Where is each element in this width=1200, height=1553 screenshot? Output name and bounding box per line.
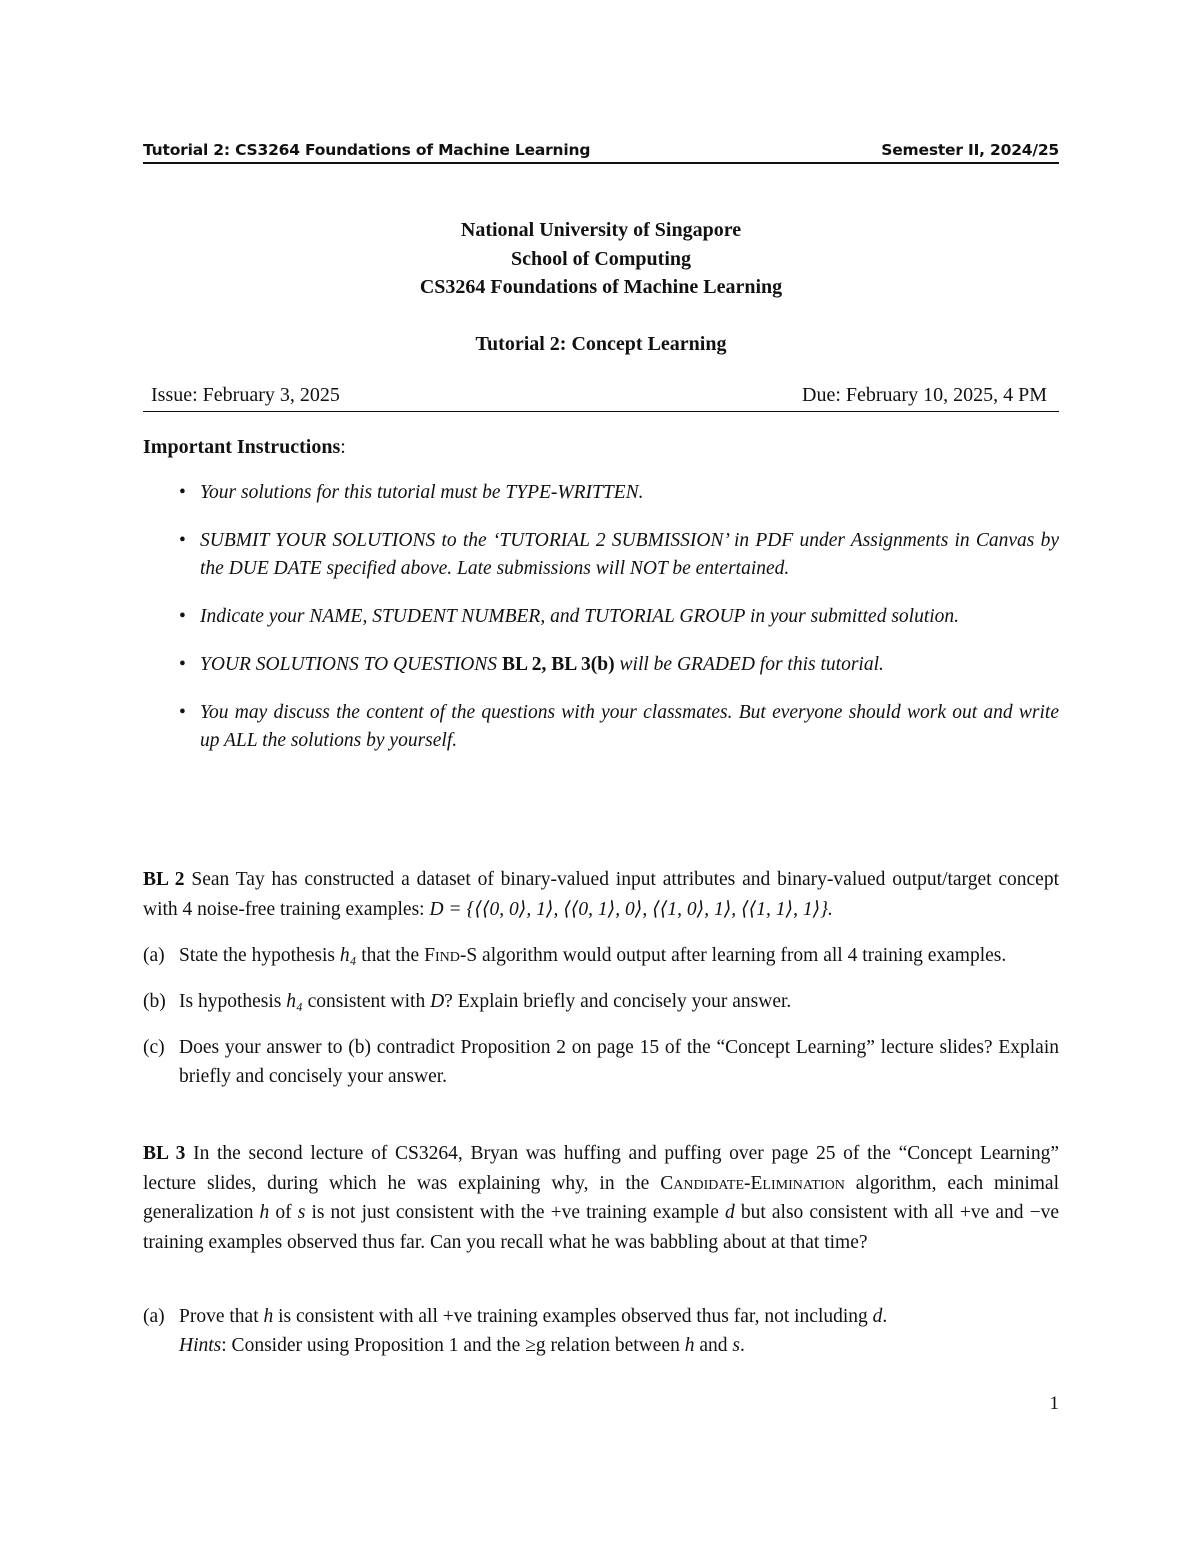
instruction-item: • Indicate your NAME, STUDENT NUMBER, and TUTORIAL GROUP in your submitted solution. [143,603,1059,631]
instruction-item: • You may discuss the content of the questions with your classmates. But everyone should work out and write up ALL the solutions by yourself. [143,699,1059,755]
header-right: Semester II, 2024/25 [881,141,1059,159]
document-page [143,0,1059,1553]
instructions-heading: Important Instructions: [143,436,346,458]
bl2-part-c: (c) Does your answer to (b) contradict Proposition 2 on page 15 of the “Concept Learning” lecture slides? Explain briefly and concisely your answer. [143,1037,1059,1087]
due-date: Due: February 10, 2025, 4 PM [802,384,1047,406]
instruction-item: • YOUR SOLUTIONS TO QUESTIONS BL 2, BL 3(b) will be GRADED for this tutorial. [143,651,1059,679]
issue-date: Issue: February 3, 2025 [151,384,340,406]
bl3-parts [143,1302,1059,1377]
university-name: National University of Singapore [460,219,742,241]
instruction-item: • SUBMIT YOUR SOLUTIONS to the ‘TUTORIAL 2 SUBMISSION’ in PDF under Assignments in Canvas by the DUE DATE specified above. Late submissions will NOT be entertained. [143,527,1059,583]
issue-due-line [143,384,1059,412]
title-block [143,216,1059,358]
course-title: CS3264 Foundations of Machine Learning [419,276,783,298]
header-left: Tutorial 2: CS3264 Foundations of Machine Learning [143,141,591,159]
bl2-part-b: (b) Is hypothesis h₄ consistent with D? Explain briefly and concisely your answer. [143,991,792,1012]
instruction-item: • Your solutions for this tutorial must be TYPE-WRITTEN. [143,479,1059,507]
bl2-parts [143,941,1059,1108]
page-number: 1 [1049,1393,1059,1414]
dataset-expression: D = {⟨⟨0, 0⟩, 1⟩, ⟨⟨0, 1⟩, 0⟩, ⟨⟨1, 0⟩, 1⟩, ⟨⟨1, 1⟩, 1⟩}. [429,898,833,920]
running-header [143,141,1059,164]
question-bl2: BL 2 Sean Tay has constructed a dataset of binary-valued input attributes and binary-valued output/target concept with 4 noise-free training examples: D = {⟨⟨0, 0⟩, 1⟩, ⟨⟨0, 1⟩, 0⟩, ⟨⟨1, 0⟩, 1⟩, ⟨⟨1, 1⟩, 1⟩}. [143,869,1059,920]
school-name: School of Computing [510,247,692,270]
instructions-section [143,436,1059,775]
question-bl3: BL 3 In the second lecture of CS3264, Bryan was huffing and puffing over page 25 of the “Concept Learning” lecture slides, during which he was explaining why, in the Candidate-Elimination algorithm, each minimal generalization h of s is not just consistent with the +ve training example d but also consistent with all +ve and −ve training examples observed thus far. Can you recall what he was babbling about at that time? [143,1143,1060,1253]
tutorial-title: Tutorial 2: Concept Learning [475,332,727,355]
question-id: BL 2 [143,869,185,890]
bl2-part-a: (a) State the hypothesis h₄ that the Find-S algorithm would output after learning from all 4 training examples. [143,945,1007,966]
instructions-list [143,479,1059,755]
bl3-part-a: (a) Prove that h is consistent with all +ve training examples observed thus far, not including d. Hints: Consider using Proposition 1 and the ≥g relation between h and s. [143,1306,888,1356]
question-id: BL 3 [143,1143,186,1164]
